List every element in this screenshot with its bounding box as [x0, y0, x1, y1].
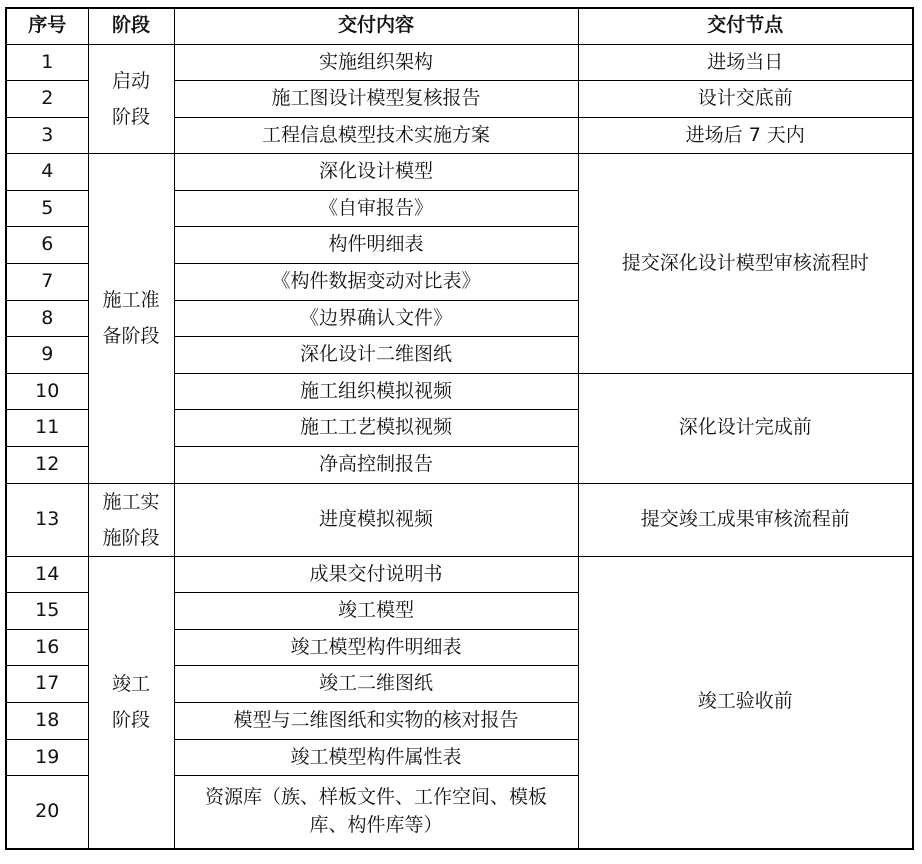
row-no: 11	[6, 410, 88, 447]
row-content: 成果交付说明书	[174, 556, 578, 593]
row-no: 4	[6, 154, 88, 191]
stage-cell: 施工准 备阶段	[88, 154, 174, 483]
row-no: 10	[6, 373, 88, 410]
stage-cell: 启动 阶段	[88, 44, 174, 154]
row-no: 8	[6, 300, 88, 337]
row-no: 15	[6, 593, 88, 630]
row-no: 5	[6, 190, 88, 227]
row-content: 竣工模型构件属性表	[174, 739, 578, 776]
row-content: 净高控制报告	[174, 447, 578, 484]
node-cell: 进场当日	[578, 44, 913, 81]
table-row	[6, 556, 913, 593]
row-no: 20	[6, 776, 88, 849]
header-node: 交付节点	[578, 8, 913, 44]
row-no: 12	[6, 447, 88, 484]
row-content: 实施组织架构	[174, 44, 578, 81]
node-cell: 进场后 7 天内	[578, 117, 913, 154]
delivery-table	[5, 7, 914, 850]
row-no: 9	[6, 337, 88, 374]
row-no: 16	[6, 629, 88, 666]
table-row	[6, 483, 913, 556]
row-content: 深化设计模型	[174, 154, 578, 191]
header-no: 序号	[6, 8, 88, 44]
row-content: 施工工艺模拟视频	[174, 410, 578, 447]
row-no: 1	[6, 44, 88, 81]
row-content: 《自审报告》	[174, 190, 578, 227]
row-no: 18	[6, 703, 88, 740]
node-cell: 设计交底前	[578, 81, 913, 118]
header-stage: 阶段	[88, 8, 174, 44]
row-content: 施工组织模拟视频	[174, 373, 578, 410]
row-no: 7	[6, 264, 88, 301]
row-content: 模型与二维图纸和实物的核对报告	[174, 703, 578, 740]
row-content: 构件明细表	[174, 227, 578, 264]
row-no: 17	[6, 666, 88, 703]
row-content: 资源库（族、样板文件、工作空间、模板 库、构件库等）	[174, 776, 578, 849]
header-content: 交付内容	[174, 8, 578, 44]
row-content: 工程信息模型技术实施方案	[174, 117, 578, 154]
row-content: 竣工模型	[174, 593, 578, 630]
node-cell: 提交深化设计模型审核流程时	[578, 154, 913, 374]
row-content: 《边界确认文件》	[174, 300, 578, 337]
row-no: 19	[6, 739, 88, 776]
node-cell: 提交竣工成果审核流程前	[578, 483, 913, 556]
row-no: 6	[6, 227, 88, 264]
row-content: 深化设计二维图纸	[174, 337, 578, 374]
row-no: 13	[6, 483, 88, 556]
row-content: 施工图设计模型复核报告	[174, 81, 578, 118]
table-row	[6, 44, 913, 81]
row-content: 《构件数据变动对比表》	[174, 264, 578, 301]
stage-cell: 施工实 施阶段	[88, 483, 174, 556]
row-no: 3	[6, 117, 88, 154]
row-content: 竣工二维图纸	[174, 666, 578, 703]
row-content: 进度模拟视频	[174, 483, 578, 556]
node-cell: 竣工验收前	[578, 556, 913, 849]
table-row	[6, 154, 913, 191]
header-row	[6, 8, 913, 44]
row-content: 竣工模型构件明细表	[174, 629, 578, 666]
node-cell: 深化设计完成前	[578, 373, 913, 483]
row-no: 14	[6, 556, 88, 593]
row-no: 2	[6, 81, 88, 118]
stage-cell: 竣工 阶段	[88, 556, 174, 849]
